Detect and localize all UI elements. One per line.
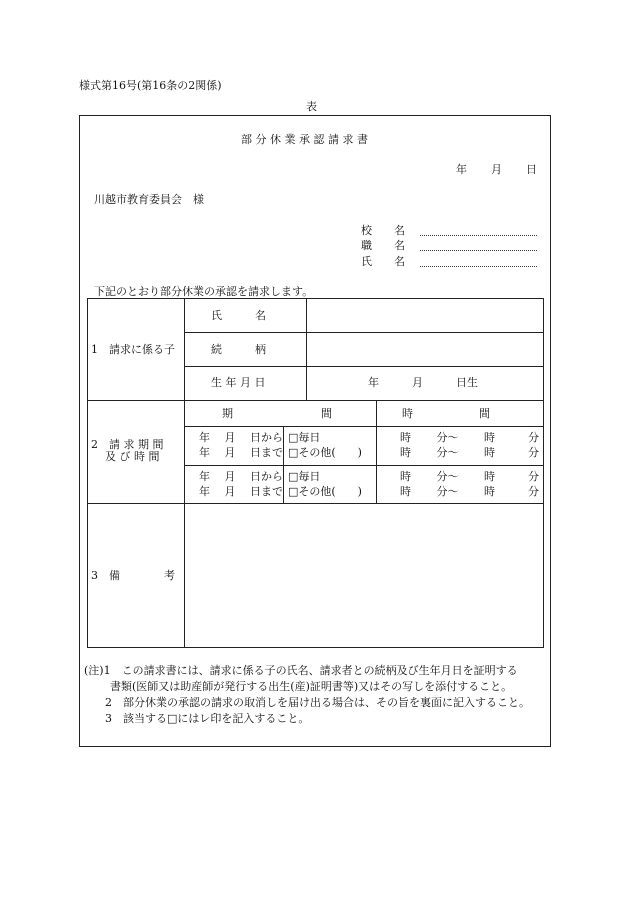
row1-time2: 時 分〜 時 分 [400,446,539,459]
note-1-cont: 書類(医師又は助産師が発行する出生(産)証明書等)又はその写しを添付すること。 [110,680,513,693]
note-2: 2 部分休業の承認の請求の取消しを届け出る場合は、その旨を裏面に記入すること。 [105,696,530,709]
period-header: 期 間 [222,407,332,420]
position-field[interactable] [420,250,537,251]
row1-from: 年 月 日から [199,431,283,444]
section1-label: 1 請求に係る子 [91,343,175,356]
form-number: 様式第16号(第16条の2関係) [79,79,222,92]
child-name-field[interactable] [308,300,542,330]
form-title: 部 分 休 業 承 認 請 求 書 [241,133,368,146]
row1-other-checkbox[interactable]: □その他( ) [288,446,362,459]
s1-row-line-2 [184,366,544,367]
birth-label: 生 年 月 日 [211,376,266,389]
row2-daily-checkbox[interactable]: □毎日 [288,470,321,483]
row1-time1: 時 分〜 時 分 [400,431,539,444]
label-column-line [184,298,185,648]
addressee: 川越市教育委員会 様 [94,193,204,206]
school-label: 校 名 [361,224,405,237]
row1-to: 年 月 日まで [199,446,283,459]
position-label: 職 名 [361,239,405,252]
section-divider-1 [87,400,544,401]
date-day: 日 [526,163,537,176]
row2-to: 年 月 日まで [199,485,283,498]
s2-row-line [184,465,544,466]
s2-type-column-line [283,426,284,503]
relation-field[interactable] [308,334,542,364]
section3-label: 3 備 考 [91,569,175,582]
relation-label: 続 柄 [211,343,266,356]
school-field[interactable] [420,235,537,236]
row1-daily-checkbox[interactable]: □毎日 [288,431,321,444]
child-name-label: 氏 名 [211,309,266,322]
s1-value-column-line [306,298,307,400]
row2-other-checkbox[interactable]: □その他( ) [288,485,362,498]
time-header: 時 間 [402,407,490,420]
side-label: 表 [306,100,317,113]
intro-text: 下記のとおり部分休業の承認を請求します。 [94,285,314,298]
s1-row-line-1 [184,332,544,333]
name-field[interactable] [420,266,537,267]
name-label: 氏 名 [361,255,405,268]
s2-time-column-line [376,400,377,503]
row2-from: 年 月 日から [199,470,283,483]
row2-time2: 時 分〜 時 分 [400,485,539,498]
s2-header-line [184,426,544,427]
birth-value: 年 月 日生 [368,376,478,389]
note-1: (注)1 この請求書には、請求に係る子の氏名、請求者との続柄及び生年月日を証明する [84,664,518,677]
date-year: 年 [456,163,467,176]
date-month: 月 [491,163,502,176]
section2-label-1: 2 請 求 期 間 [91,438,164,451]
section-divider-2 [87,503,544,504]
note-3: 3 該当する□にはレ印を記入すること。 [105,712,310,725]
remarks-field[interactable] [186,505,542,646]
section2-label-2: 及 び 時 間 [105,450,160,463]
row2-time1: 時 分〜 時 分 [400,470,539,483]
